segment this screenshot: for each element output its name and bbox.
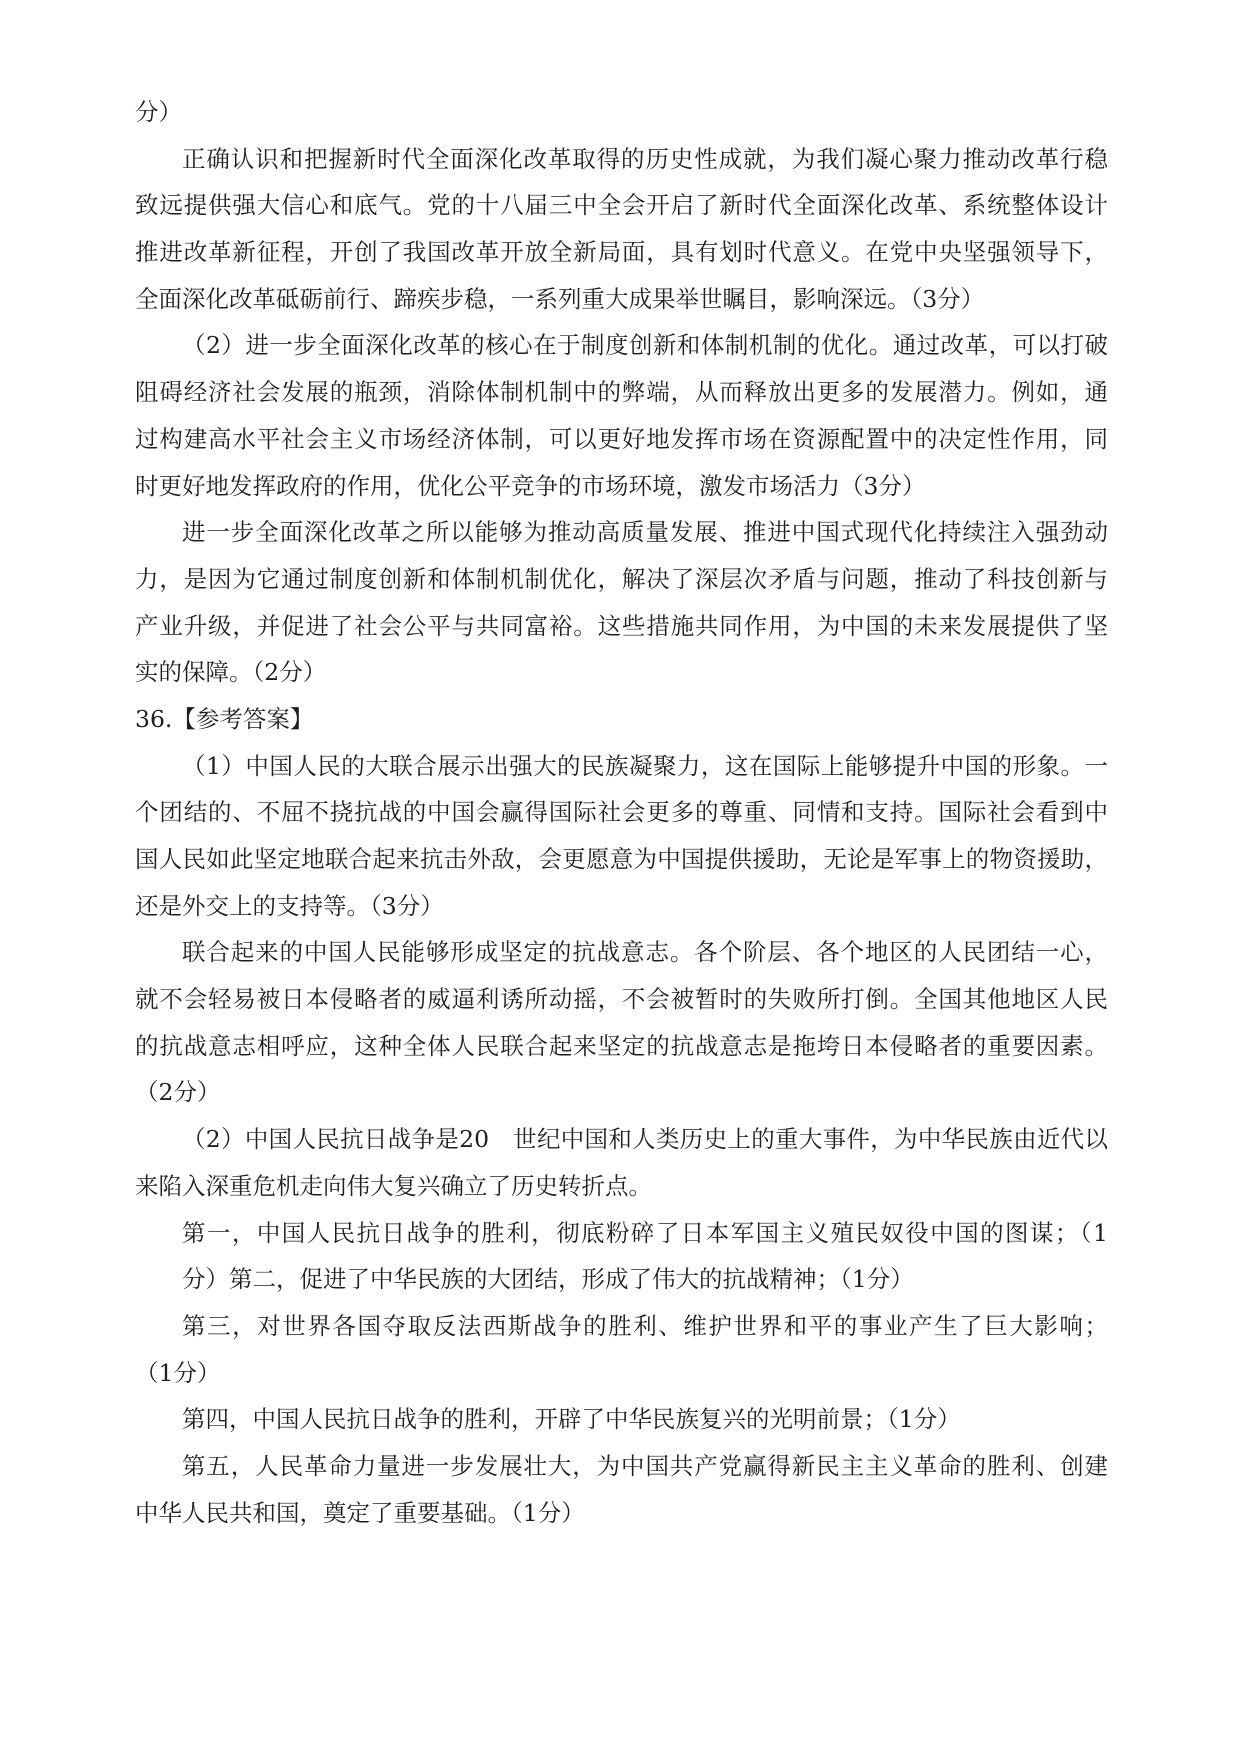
text-line: 36.【参考答案】 xyxy=(135,704,314,733)
text-line: 第三，对世界各国夺取反法西斯战争的胜利、维护世界和平的事业产生了巨大影响； xyxy=(182,1311,1108,1340)
text-line: （2）进一步全面深化改革的核心在于制度创新和体制机制的优化。通过改革，可以打破 xyxy=(182,331,1108,360)
text-line: （1分） xyxy=(135,1358,221,1387)
text-line: 正确认识和把握新时代全面深化改革取得的历史性成就，为我们凝心聚力推动改革行稳 xyxy=(182,144,1108,173)
text-line: 过构建高水平社会主义市场经济体制，可以更好地发挥市场在资源配置中的决定性作用，同 xyxy=(135,424,1108,453)
text-line: 个团结的、不屈不挠抗战的中国会赢得国际社会更多的尊重、同情和支持。国际社会看到中 xyxy=(135,798,1108,827)
answer-document xyxy=(135,89,1108,1536)
text-line: 分） xyxy=(135,98,182,126)
text-line: 全面深化改革砥砺前行、蹄疾步稳，一系列重大成果举世瞩目，影响深远。（3分） xyxy=(135,284,985,313)
text-line: 致远提供强大信心和底气。党的十八届三中全会开启了新时代全面深化改革、系统整体设计 xyxy=(135,191,1108,220)
text-line: 国人民如此坚定地联合起来抗击外敌，会更愿意为中国提供援助，无论是军事上的物资援助， xyxy=(135,845,1108,873)
text-line: 还是外交上的支持等。（3分） xyxy=(135,891,444,920)
text-line: 来陷入深重危机走向伟大复兴确立了历史转折点。 xyxy=(135,1171,652,1200)
text-line: 第五，人民革命力量进一步发展壮大，为中国共产党赢得新民主主义革命的胜利、创建 xyxy=(182,1451,1108,1480)
text-line: 联合起来的中国人民能够形成坚定的抗战意志。各个阶层、各个地区的人民团结一心， xyxy=(182,938,1108,967)
text-line: 时更好地发挥政府的作用，优化公平竞争的市场环境，激发市场活力（3分） xyxy=(135,471,926,500)
text-line: 中华人民共和国，奠定了重要基础。（1分） xyxy=(135,1498,585,1527)
text-line: 进一步全面深化改革之所以能够为推动高质量发展、推进中国式现代化持续注入强劲动 xyxy=(182,518,1108,547)
text-line: （2）中国人民抗日战争是20 世纪中国和人类历史上的重大事件，为中华民族由近代以 xyxy=(182,1125,1108,1154)
text-line: （2分） xyxy=(135,1078,221,1107)
text-line: 第一，中国人民抗日战争的胜利，彻底粉碎了日本军国主义殖民奴役中国的图谋；（1 xyxy=(182,1218,1108,1247)
text-line: 推进改革新征程，开创了我国改革开放全新局面，具有划时代意义。在党中央坚强领导下， xyxy=(135,238,1108,267)
text-line: 产业升级，并促进了社会公平与共同富裕。这些措施共同作用，为中国的未来发展提供了坚 xyxy=(135,611,1108,640)
text-line: 实的保障。（2分） xyxy=(135,658,327,687)
text-line: 就不会轻易被日本侵略者的威逼利诱所动摇，不会被暂时的失败所打倒。全国其他地区人民 xyxy=(135,985,1108,1014)
text-line: 的抗战意志相呼应，这种全体人民联合起来坚定的抗战意志是拖垮日本侵略者的重要因素。 xyxy=(135,1031,1108,1060)
text-line: 分）第二，促进了中华民族的大团结，形成了伟大的抗战精神；（1分） xyxy=(182,1265,914,1294)
text-line: 第四，中国人民抗日战争的胜利，开辟了中华民族复兴的光明前景；（1分） xyxy=(182,1405,961,1434)
text-line: 阻碍经济社会发展的瓶颈，消除体制机制中的弊端，从而释放出更多的发展潜力。例如，通 xyxy=(135,378,1108,407)
text-line: （1）中国人民的大联合展示出强大的民族凝聚力，这在国际上能够提升中国的形象。一 xyxy=(182,751,1108,780)
text-line: 力，是因为它通过制度创新和体制机制优化，解决了深层次矛盾与问题，推动了科技创新与 xyxy=(135,564,1108,593)
